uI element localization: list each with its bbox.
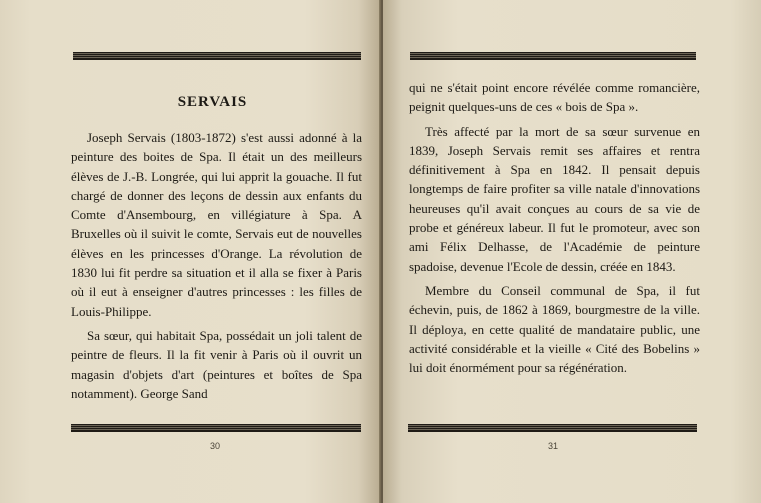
paragraph: Membre du Conseil communal de Spa, il fut échevin, puis, de 1862 à 1869, bourgmestre de la ville. Il déploya, en cette qualité de mandataire public, une activité considérable et la vieille « Cité des Bobelins » lui doit énormément pour sa régénération. <box>409 282 700 376</box>
paragraph: qui ne s'était point encore révélée comme romancière, peignit quelques-uns de ces « bois de Spa ». <box>409 80 700 115</box>
paragraph: Très affecté par la mort de sa sœur survenue en 1839, Joseph Servais remit ses affaires et rentra définitivement à Spa en 1842. Il pensait depuis longtemps de faire profiter sa ville natale d'innovations heureuses qu'il avait conçues au cours de sa vie de probe et généreux labeur. Il fut le promoteur, avec son ami Félix Delhasse, de l'Académie de peinture spadoise, devenue l'Ecole de dessin, créée en 1843. <box>409 123 700 274</box>
page-number-right: 31 <box>548 441 559 451</box>
right-page <box>383 0 761 503</box>
chapter-title: SERVAIS <box>177 94 248 110</box>
right-page-body <box>409 78 700 377</box>
top-rule-left <box>73 52 361 59</box>
left-page-body <box>71 128 362 403</box>
page-number-left: 30 <box>210 441 221 451</box>
paragraph: Joseph Servais (1803-1872) s'est aussi adonné à la peinture des boites de Spa. Il était un des meilleurs élèves de J.-B. Longrée, qui lui apprit la gouache. Il fut chargé de donner des leçons de dessin aux enfants du Comte d'Ansembourg, en villégiature à Spa. A Bruxelles où il suivit le comte, Servais eut de nouvelles élèves en les princesses d'Orange. La révolution de 1830 lui fit perdre sa situation et il alla se fixer à Paris où il eut à enseigner d'autres princesses : les filles de Louis-Philippe. <box>71 130 362 319</box>
bottom-rule-left <box>71 424 361 431</box>
paragraph: Sa sœur, qui habitait Spa, possédait un joli talent de peintre de fleurs. Il la fit venir à Paris où il ouvrit un magasin d'objets d'art (peintures et boîtes de Spa notamment). George Sand <box>71 327 362 401</box>
bottom-rule-right <box>408 424 697 431</box>
top-rule-right <box>410 52 696 59</box>
